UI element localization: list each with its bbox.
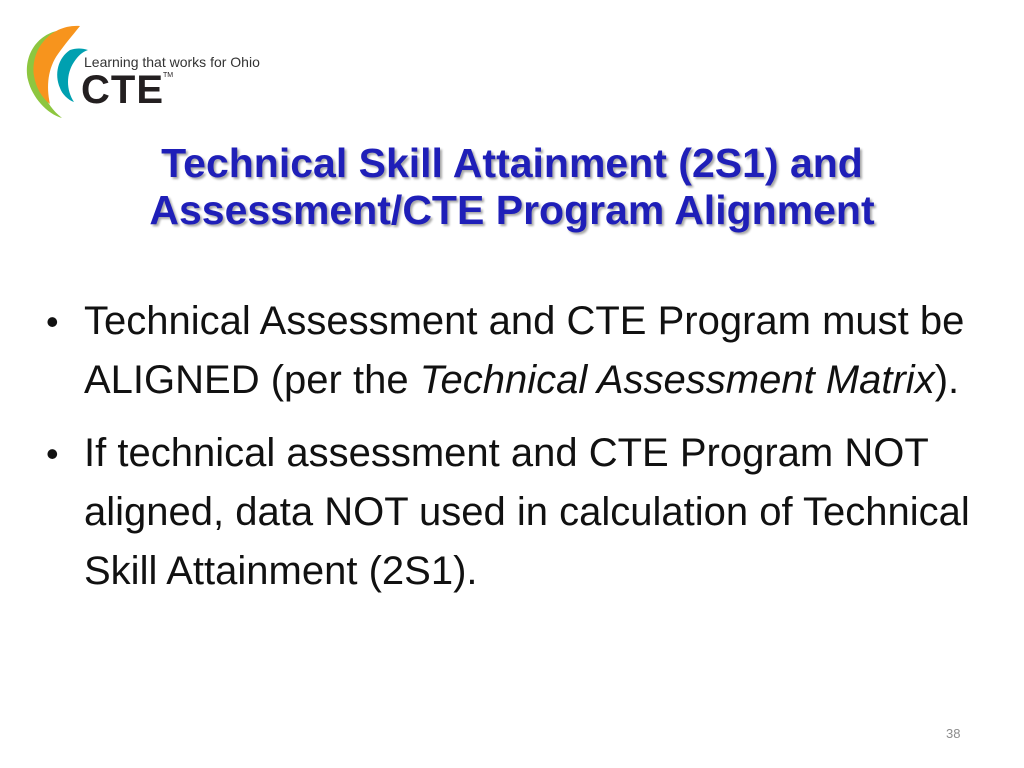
bullet-list [42,292,972,615]
bullet-dot-icon: • [46,433,59,474]
cte-logo [22,22,292,122]
slide-title-line-1: Technical Skill Attainment (2S1) and [161,140,863,186]
bullet-item [42,292,972,410]
page-number: 38 [946,726,961,741]
bullet-dot-icon: • [46,301,59,342]
bullet-text: Technical Assessment and CTE Program must be ALIGNED (per the [84,299,965,402]
logo-wordmark: CTE [81,68,164,112]
bullet-emphasis: Technical Assessment Matrix [419,358,935,402]
bullet-text: If technical assessment and CTE Program NOT aligned, data NOT used in calculation of Technical Skill Attainment (2S1). [84,431,970,593]
logo-trademark: TM [163,72,174,79]
slide-title [40,140,984,234]
bullet-item [42,424,972,601]
logo-tagline: Learning that works for Ohio [84,54,260,70]
slide-title-line-2: Assessment/CTE Program Alignment [149,187,875,233]
bullet-text-end: ). [934,358,960,402]
